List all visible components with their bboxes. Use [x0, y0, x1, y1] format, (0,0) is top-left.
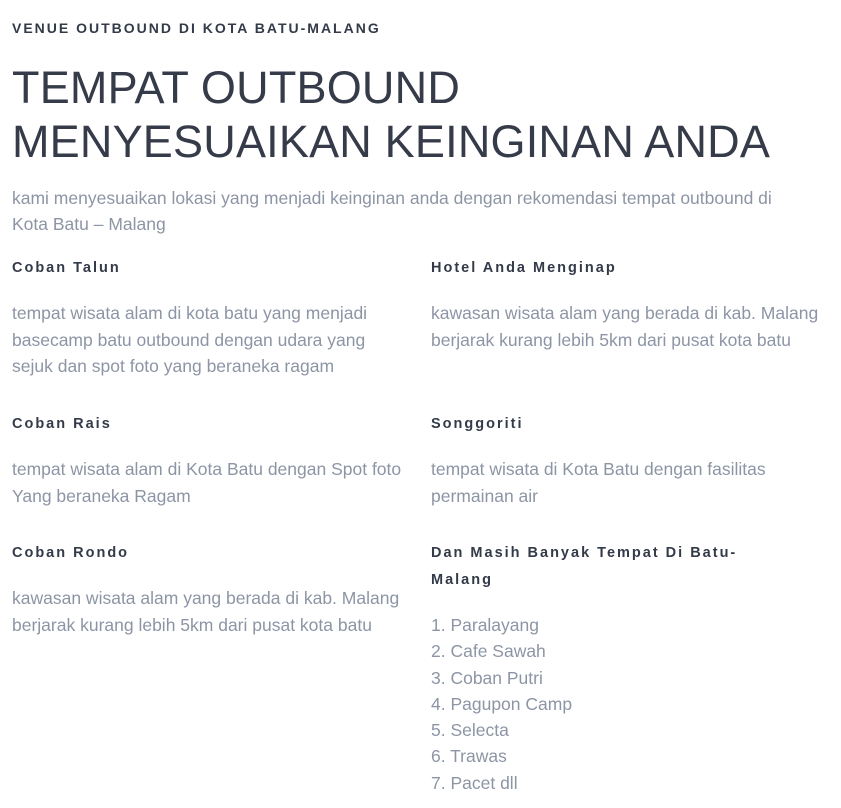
- list-item: 5. Selecta: [431, 720, 509, 741]
- venue-item-coban-rais: [12, 411, 402, 509]
- more-places-list: [431, 612, 781, 796]
- list-item: 4. Pagupon Camp: [431, 693, 573, 714]
- venue-description: tempat wisata alam di Kota Batu dengan Spot foto Yang beraneka Ragam: [12, 459, 402, 506]
- venue-item-songgoriti: [431, 411, 821, 509]
- venue-description: kawasan wisata alam yang berada di kab. Malang berjarak kurang lebih 5km dari pusat kota batu: [12, 588, 400, 635]
- section-headline: TEMPAT OUTBOUND MENYESUAIKAN KEINGINAN ANDA: [12, 62, 771, 167]
- venue-item-more-places: [431, 540, 781, 796]
- list-item: 3. Coban Putri: [431, 667, 543, 688]
- venue-item-hotel: [431, 255, 821, 353]
- list-item: 7. Pacet dll: [431, 772, 518, 793]
- venue-title: Coban Rondo: [12, 545, 130, 561]
- venue-title: Coban Rais: [12, 416, 112, 432]
- venue-title: Hotel Anda Menginap: [431, 260, 617, 276]
- venue-title: Dan Masih Banyak Tempat Di Batu-Malang: [431, 545, 738, 588]
- list-item: 6. Trawas: [431, 746, 507, 767]
- list-item: 2. Cafe Sawah: [431, 641, 546, 662]
- venue-description: tempat wisata alam di kota batu yang menjadi basecamp batu outbound dengan udara yang sejuk dan spot foto yang beraneka ragam: [12, 303, 368, 376]
- list-item: 1. Paralayang: [431, 615, 539, 635]
- venue-title: Songgoriti: [431, 416, 524, 432]
- venue-item-coban-rondo: [12, 540, 402, 638]
- section-intro: kami menyesuaikan lokasi yang menjadi keinginan anda dengan rekomendasi tempat outbound di Kota Batu – Malang: [12, 188, 772, 234]
- venue-description: tempat wisata di Kota Batu dengan fasilitas permainan air: [431, 459, 766, 506]
- venue-item-coban-talun: [12, 255, 402, 380]
- venue-description: kawasan wisata alam yang berada di kab. Malang berjarak kurang lebih 5km dari pusat kota batu: [431, 303, 819, 350]
- venue-title: Coban Talun: [12, 260, 121, 276]
- section-eyebrow: VENUE OUTBOUND DI KOTA BATU-MALANG: [12, 20, 381, 36]
